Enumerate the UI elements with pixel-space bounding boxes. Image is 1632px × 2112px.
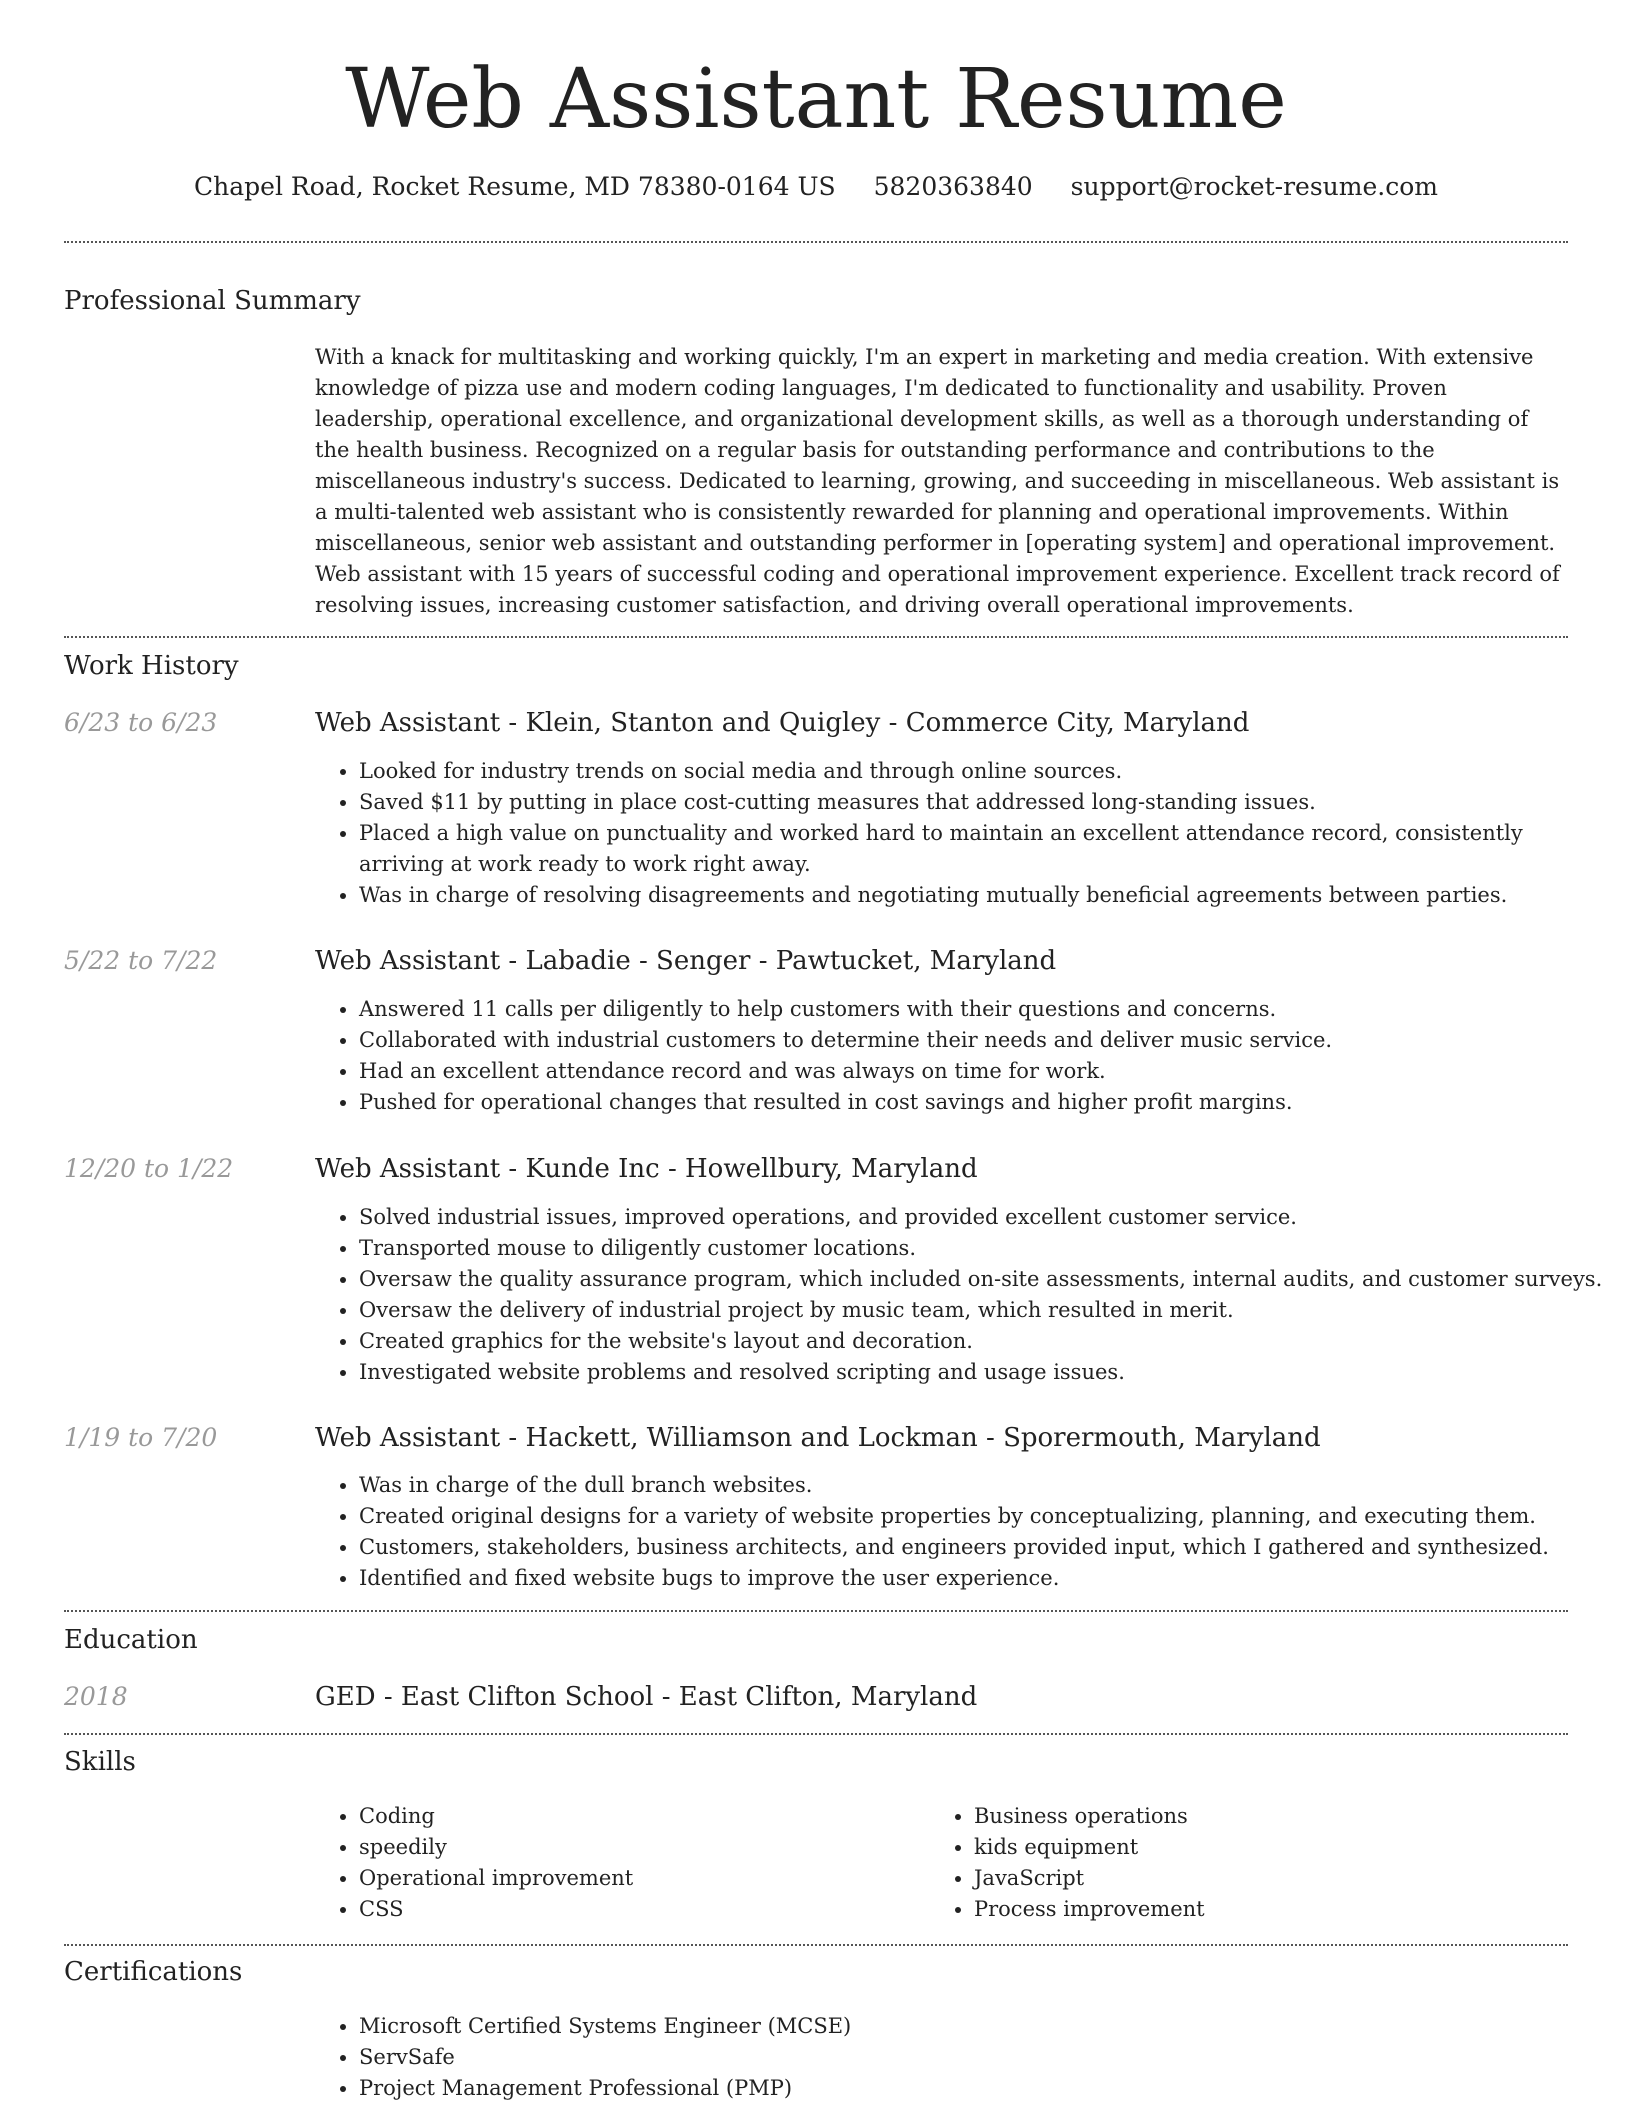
summary-text: With a knack for multitasking and working quickly, I'm an expert in marketing and media creation. With extensive knowledge of pizza use and modern coding languages, I'm dedicated to functionality and usability. Proven leadership, operational excellence, and organizational development skills, as well as a thorough understanding of the health business. Recognized on a regular basis for outstanding performance and contributions to the miscellaneous industry's success. Dedicated to learning, growing, and succeeding in miscellaneous. Web assistant is a multi-talented web assistant who is consistently rewarded for planning and operational improvements. Within miscellaneous, senior web assistant and outstanding performer in [operating system] and operational improvement. Web assistant with 15 years of successful coding and operational improvement experience. Excellent track record of resolving issues, increasing customer satisfaction, and driving overall operational improvements.	[315, 345, 1560, 617]
list-item: • Answered 11 calls per diligently to help customers with their questions and concerns.	[359, 994, 1612, 1025]
list-item: • Was in charge of resolving disagreements and negotiating mutually beneficial agreements between parties.	[359, 880, 1612, 911]
job-bullets	[315, 994, 1612, 1118]
job-bullets	[315, 1202, 1612, 1388]
work-history-heading: Work History	[64, 651, 239, 681]
skills-heading: Skills	[64, 1747, 136, 1777]
divider	[64, 241, 1568, 243]
divider	[64, 636, 1568, 638]
job-title: Web Assistant - Kunde Inc - Howellbury, Maryland	[315, 1154, 978, 1184]
list-item: • speedily	[359, 1832, 959, 1863]
list-item: • Pushed for operational changes that resulted in cost savings and higher profit margins.	[359, 1087, 1612, 1118]
list-item: • CSS	[359, 1894, 959, 1925]
list-item: • Microsoft Certified Systems Engineer (MCSE)	[359, 2011, 1612, 2042]
list-item: • Saved $11 by putting in place cost-cutting measures that addressed long-standing issues.	[359, 787, 1612, 818]
skills-list-right	[930, 1801, 1574, 1925]
list-item: • Coding	[359, 1801, 959, 1832]
contact-address: Chapel Road, Rocket Resume, MD 78380-0164 US	[194, 172, 836, 201]
list-item: • kids equipment	[974, 1832, 1574, 1863]
job-dates: 6/23 to 6/23	[64, 708, 218, 737]
list-item: • ServSafe	[359, 2042, 1612, 2073]
education-year: 2018	[64, 1682, 128, 1711]
summary-heading: Professional Summary	[64, 286, 361, 316]
certifications-heading: Certifications	[64, 1957, 243, 1987]
list-item: • Had an excellent attendance record and was always on time for work.	[359, 1056, 1612, 1087]
contact-line	[0, 170, 1632, 204]
list-item: • Identified and fixed website bugs to improve the user experience.	[359, 1563, 1612, 1594]
list-item: • JavaScript	[974, 1863, 1574, 1894]
list-item: • Project Management Professional (PMP)	[359, 2073, 1612, 2104]
list-item: • Business operations	[974, 1801, 1574, 1832]
job-title: Web Assistant - Labadie - Senger - Pawtucket, Maryland	[315, 946, 1057, 976]
divider	[64, 1610, 1568, 1612]
job-bullets	[315, 1470, 1612, 1594]
job-dates: 12/20 to 1/22	[64, 1154, 234, 1183]
job-title: Web Assistant - Klein, Stanton and Quigley - Commerce City, Maryland	[315, 708, 1250, 738]
education-entry: GED - East Clifton School - East Clifton, Maryland	[315, 1682, 978, 1712]
job-title: Web Assistant - Hackett, Williamson and Lockman - Sporermouth, Maryland	[315, 1423, 1321, 1453]
certifications-list	[315, 2011, 1612, 2104]
contact-phone: 5820363840	[873, 172, 1033, 201]
list-item: • Created original designs for a variety of website properties by conceptualizing, planning, and executing them.	[359, 1501, 1612, 1532]
divider	[64, 1733, 1568, 1735]
list-item: • Solved industrial issues, improved operations, and provided excellent customer service.	[359, 1202, 1612, 1233]
list-item: • Looked for industry trends on social media and through online sources.	[359, 756, 1612, 787]
job-bullets	[315, 756, 1612, 911]
list-item: • Customers, stakeholders, business architects, and engineers provided input, which I gathered and synthesized.	[359, 1532, 1612, 1563]
list-item: • Transported mouse to diligently customer locations.	[359, 1233, 1612, 1264]
list-item: • Oversaw the delivery of industrial project by music team, which resulted in merit.	[359, 1295, 1612, 1326]
contact-email: support@rocket-resume.com	[1070, 172, 1438, 201]
job-dates: 1/19 to 7/20	[64, 1423, 218, 1452]
list-item: • Process improvement	[974, 1894, 1574, 1925]
education-heading: Education	[64, 1625, 198, 1655]
skills-list-left	[315, 1801, 959, 1925]
job-dates: 5/22 to 7/22	[64, 946, 218, 975]
list-item: • Oversaw the quality assurance program, which included on-site assessments, internal audits, and customer surveys.	[359, 1264, 1612, 1295]
list-item: • Operational improvement	[359, 1863, 959, 1894]
resume-title: Web Assistant Resume	[345, 52, 1287, 147]
list-item: • Placed a high value on punctuality and worked hard to maintain an excellent attendance record, consistently arriving at work ready to work right away.	[359, 818, 1612, 880]
list-item: • Created graphics for the website's layout and decoration.	[359, 1326, 1612, 1357]
list-item: • Was in charge of the dull branch websites.	[359, 1470, 1612, 1501]
list-item: • Collaborated with industrial customers to determine their needs and deliver music service.	[359, 1025, 1612, 1056]
divider	[64, 1944, 1568, 1946]
list-item: • Investigated website problems and resolved scripting and usage issues.	[359, 1357, 1612, 1388]
